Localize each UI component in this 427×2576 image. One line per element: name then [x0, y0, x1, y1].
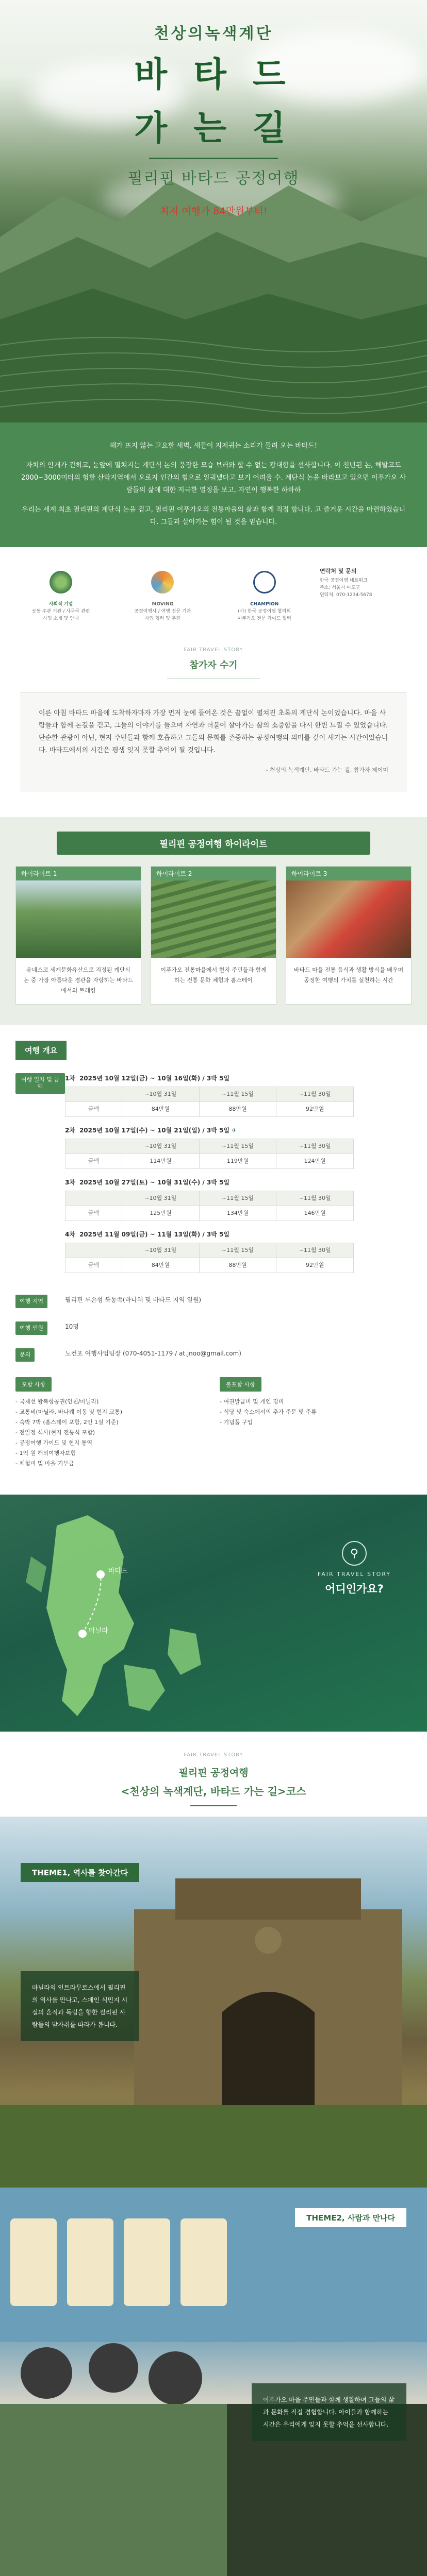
- list-item: - 국제선 왕복항공권(인천/마닐라): [15, 1398, 99, 1405]
- exclude-col: [220, 1377, 412, 1469]
- include-col: [15, 1377, 207, 1469]
- region-value: 필리핀 루손섬 북동쪽(바나웨 및 바타드 지역 일원): [65, 1296, 202, 1303]
- include-exclude: [15, 1377, 412, 1469]
- price-cell: 146만원: [276, 1206, 354, 1221]
- contact-value[interactable]: 노컨포 여행사업팀장 (070-4051-1179 / at.jnoo@gmail.com): [65, 1350, 241, 1357]
- table-header-row: [65, 1087, 354, 1102]
- trip-dates: 2025년 10월 12일(금) ~ 10월 16일(화) / 3박 5일: [79, 1075, 229, 1082]
- program-line1: 필리핀 공정여행: [178, 1767, 249, 1778]
- price-cell: 134만원: [199, 1206, 276, 1221]
- table-header-row: [65, 1243, 354, 1258]
- intro-p3: 우리는 세계 최초 필리핀의 계단식 논을 걷고, 필리핀 이푸가오의 전통마을의 삶과 함께 직접 합니다. 고 즐거운 시간을 마련하였습니다. 그들과 살아가는 힘이 될 것을 믿습니다.: [21, 506, 406, 526]
- price-cell: 119만원: [199, 1154, 276, 1169]
- exclude-list: [220, 1397, 412, 1428]
- table-head-cell: ~11월 15일: [199, 1139, 276, 1154]
- trip-item: [65, 1229, 412, 1273]
- hero-title-line2: 가 는 길: [134, 108, 293, 148]
- list-item: - 식당 및 숙소에서의 추가 주문 및 주류: [220, 1409, 317, 1415]
- org-2: [116, 568, 209, 622]
- price-cell: 92만원: [276, 1258, 354, 1273]
- program-line2: <천상의 녹색계단, 바타드 가는 길>코스: [121, 1785, 306, 1798]
- trip-dates: 2025년 10월 27일(토) ~ 10월 31일(수) / 3박 5일: [79, 1179, 229, 1186]
- schedule-label: 여행 일자 및 금액: [15, 1073, 65, 1094]
- list-item: - 1억 원 해외여행자보험: [15, 1450, 76, 1456]
- trip-title: [65, 1177, 412, 1188]
- theme-2-text: 이푸가오 마을 주민들과 함께 생활하며 그들의 삶과 문화를 직접 경험합니다. 아이들과 함께하는 시간은 우리에게 잊지 못할 추억을 선사합니다.: [252, 2383, 406, 2441]
- table-head-cell: ~11월 15일: [199, 1191, 276, 1206]
- highlight-cards: [15, 866, 412, 1005]
- include-list: [15, 1397, 207, 1469]
- trip-title: [65, 1073, 412, 1083]
- philippines-map: [0, 1495, 427, 1732]
- highlight-section: [0, 817, 427, 1025]
- hero-subtitle: 천상의녹색계단: [154, 25, 273, 43]
- hero-title-line1: 바 타 드: [134, 55, 293, 94]
- trip-price-table: [65, 1139, 354, 1169]
- program-header: [0, 1732, 427, 1817]
- highlight-card-head: 하이라이트 1: [16, 867, 141, 880]
- trip-item: [65, 1073, 412, 1117]
- theme-1: [0, 1817, 427, 2188]
- airplane-icon: ✈: [232, 1127, 237, 1134]
- champion-logo-icon: [253, 571, 276, 594]
- table-row: [65, 1102, 354, 1117]
- overview-contact-row: [15, 1348, 412, 1362]
- travel-note-box: [21, 692, 406, 791]
- hero-divider: [149, 158, 278, 159]
- price-cell: 88만원: [199, 1258, 276, 1273]
- table-head-cell: ~10월 31일: [122, 1139, 200, 1154]
- highlight-card-2: [151, 866, 276, 1005]
- trip-item: [65, 1177, 412, 1221]
- table-header-row: [65, 1139, 354, 1154]
- table-header-row: [65, 1191, 354, 1206]
- table-row-label: 금액: [65, 1102, 122, 1117]
- overview-people-row: [15, 1321, 412, 1335]
- terrace-photo-2: [151, 880, 276, 958]
- org-4-name: 연락처 및 문의: [319, 568, 357, 574]
- highlight-card-1: [15, 866, 141, 1005]
- map-where-block: [318, 1541, 391, 1596]
- program-underline: [190, 1805, 237, 1806]
- trip-dates: 2025년 10월 17일(수) ~ 10월 21일(일) / 3박 5일: [79, 1127, 229, 1134]
- map-section: [0, 1495, 427, 1732]
- travel-note-source: - 천상의 녹색계단, 바타드 가는 길, 참가자 제이미: [266, 767, 388, 773]
- contact-label: 문의: [15, 1348, 35, 1362]
- theme-1-label: THEME1, 역사를 찾아간다: [21, 1863, 139, 1882]
- table-head-cell: [65, 1243, 122, 1258]
- map-label-batad: 바타드: [108, 1567, 128, 1575]
- table-head-cell: ~11월 30일: [276, 1087, 354, 1102]
- org-3-desc: (사) 한국 공정여행 협의회 이푸가오 전문 가이드 협력: [237, 609, 291, 621]
- table-head-cell: ~11월 30일: [276, 1191, 354, 1206]
- trip-price-table: [65, 1243, 354, 1273]
- table-row: [65, 1206, 354, 1221]
- people-value: 10명: [65, 1323, 79, 1330]
- region-label: 여행 지역: [15, 1295, 47, 1308]
- trip-price-table: [65, 1087, 354, 1117]
- table-head-cell: [65, 1191, 122, 1206]
- price-cell: 92만원: [276, 1102, 354, 1117]
- trip-num: 2차: [65, 1127, 75, 1134]
- table-row: [65, 1154, 354, 1169]
- list-item: - 기념품 구입: [220, 1419, 253, 1426]
- trip-num: 4차: [65, 1231, 75, 1238]
- list-item: - 공정여행 가이드 및 현지 통역: [15, 1439, 92, 1446]
- travel-note-text: 이른 아침 바타드 마을에 도착하자마자 가장 먼저 눈에 들어온 것은 끝없이 펼쳐진 초록의 계단식 논이었습니다. 마을 사람들과 함께 논길을 걷고, 그들의 이야기를 들으며 자연과 더불어 살아가는 삶의 소중함을 다시 한번 느낄 수 있었습니다. 단순한 관광이 아닌, 현지 주민들과 함께 호흡하고 그들의 문화를 존중하는 공정여행의 의미를 깊이 새기는 시간이었습니다. 바타드에서의 시간은 평생 잊지 못할 추억이 될 것입니다.: [39, 709, 388, 754]
- table-row: [65, 1258, 354, 1273]
- org-1: [14, 568, 107, 622]
- list-item: - 체험비 및 마을 기부금: [15, 1460, 74, 1467]
- intro-band: [0, 422, 427, 547]
- org-4: [320, 568, 413, 622]
- highlight-card-3: [286, 866, 412, 1005]
- children-photo: [0, 2188, 427, 2576]
- list-item: - 교통비(마닐라, 바나웨 이동 및 현지 교통): [15, 1409, 123, 1415]
- pin-icon: ⚲: [342, 1541, 367, 1566]
- trip-item: [65, 1125, 412, 1169]
- terrace-photo-1: [16, 880, 141, 958]
- highlight-card-text: 유네스코 세계문화유산으로 지정된 계단식 논 중 가장 아름다운 경관을 자랑하는 바타드에서의 트레킹: [23, 967, 134, 994]
- list-item: - 숙박 7박 (홈스테이 포함, 2인 1실 기준): [15, 1419, 119, 1426]
- price-cell: 84만원: [122, 1102, 200, 1117]
- travel-note-tag: FAIR TRAVEL STORY: [184, 647, 243, 653]
- table-head-cell: ~10월 31일: [122, 1243, 200, 1258]
- program-tag: FAIR TRAVEL STORY: [184, 1752, 243, 1758]
- table-head-cell: [65, 1139, 122, 1154]
- map-label-manila: 마닐라: [89, 1627, 108, 1635]
- org-2-name: MOVING: [152, 602, 174, 607]
- moving-logo-icon: [151, 571, 174, 594]
- map-tag: FAIR TRAVEL STORY: [317, 1571, 391, 1578]
- table-head-cell: ~10월 31일: [122, 1087, 200, 1102]
- highlight-title: 필리핀 공정여행 하이라이트: [57, 832, 370, 855]
- theme-1-text: 마닐라의 인트라무로스에서 필리핀의 역사를 만나고, 스페인 식민지 시절의 흔적과 독립을 향한 필리핀 사람들의 발자취를 따라가 봅니다.: [21, 1971, 139, 2041]
- overview-schedule-row: [15, 1073, 412, 1281]
- table-head-cell: ~11월 30일: [276, 1243, 354, 1258]
- table-row-label: 금액: [65, 1258, 122, 1273]
- trip-num: 1차: [65, 1075, 75, 1082]
- table-row-label: 금액: [65, 1154, 122, 1169]
- price-cell: 88만원: [199, 1102, 276, 1117]
- leaf-logo-icon: [50, 571, 72, 594]
- overview-region-row: [15, 1295, 412, 1308]
- trip-dates: 2025년 11월 09일(금) ~ 11월 13일(화) / 3박 5일: [79, 1231, 229, 1238]
- highlight-card-head: 하이라이트 2: [151, 867, 276, 880]
- hero-title-block: [0, 21, 427, 217]
- table-head-cell: ~11월 15일: [199, 1087, 276, 1102]
- hero-section: [0, 0, 427, 422]
- org-4-desc: 한국 공정여행 네트워크 주소: 서울시 마포구 연락처: 070-1234-5678: [319, 578, 372, 598]
- intro-p2: 자치의 안개가 걷히고, 눈앞에 펼쳐지는 계단식 논의 웅장한 모습 보러와 할 수 없는 광대함을 선사합니다. 이 천년된 논, 해발고도 2000~3000미터의 험한 산악지역에서 오로지 인간의 힘으로 일궈냈다고 보기 어려울 수. 계단식 논을 바라보고 있으면 이푸가오 사람들의 삶에 대한 지극한 열정을 보고, 자연이 행복한 하하하: [21, 462, 406, 494]
- table-head-cell: ~10월 31일: [122, 1191, 200, 1206]
- travel-note-section: [0, 647, 427, 791]
- travel-note-title: 참가자 수기: [189, 660, 238, 671]
- highlight-card-text: 이푸가오 전통마을에서 현지 주민들과 함께하는 전통 문화 체험과 홈스테이: [160, 967, 267, 984]
- org-2-desc: 공정여행사 / 여행 전문 기관 사업 협력 및 추진: [134, 609, 191, 621]
- intro-p1: 해가 뜨지 않는 고요한 새벽, 새들이 지저귀는 소리가 들려 오는 바타드!: [109, 442, 318, 450]
- theme-2-label: THEME2, 사람과 만나다: [295, 2208, 406, 2227]
- list-item: - 여권발급비 및 개인 경비: [220, 1398, 284, 1405]
- trip-title: [65, 1229, 412, 1240]
- trip-num: 3차: [65, 1179, 75, 1186]
- table-head-cell: [65, 1087, 122, 1102]
- people-label: 여행 인원: [15, 1321, 47, 1335]
- table-row-label: 금액: [65, 1206, 122, 1221]
- theme-2: [0, 2188, 427, 2576]
- list-item: - 전일정 식사(현지 전통식 포함): [15, 1429, 95, 1436]
- include-title: 포함 사항: [15, 1377, 52, 1392]
- price-cell: 84만원: [122, 1258, 200, 1273]
- price-cell: 124만원: [276, 1154, 354, 1169]
- org-1-desc: 공동 주관 기관 / 사무국 관련 사업 소개 및 안내: [31, 609, 90, 621]
- table-head-cell: ~11월 15일: [199, 1243, 276, 1258]
- organizers-row: [0, 547, 427, 638]
- overview-section: [0, 1025, 427, 1474]
- org-1-name: 사회적 기업: [48, 602, 73, 607]
- highlight-card-head: 하이라이트 3: [286, 867, 411, 880]
- exclude-title: 불포함 사항: [220, 1377, 261, 1392]
- hero-price-notice: 최저 여행가 84만원부터!: [159, 206, 268, 217]
- hero-korean-sub: 필리핀 바타드 공정여행: [127, 170, 300, 188]
- price-cell: 125만원: [122, 1206, 200, 1221]
- price-cell: 114만원: [122, 1154, 200, 1169]
- map-question: 어디인가요?: [325, 1583, 384, 1595]
- org-3: [218, 568, 311, 622]
- trip-title: [65, 1125, 412, 1136]
- overview-title: 여행 개요: [15, 1041, 67, 1060]
- org-3-name: CHAMPION: [250, 602, 279, 607]
- village-photo-3: [286, 880, 411, 958]
- highlight-card-text: 바타드 마을 전통 음식과 생활 방식을 배우며 공정한 여행의 가치를 실천하는 시간: [293, 967, 404, 984]
- table-head-cell: ~11월 30일: [276, 1139, 354, 1154]
- trip-list: [65, 1073, 412, 1281]
- trip-price-table: [65, 1191, 354, 1221]
